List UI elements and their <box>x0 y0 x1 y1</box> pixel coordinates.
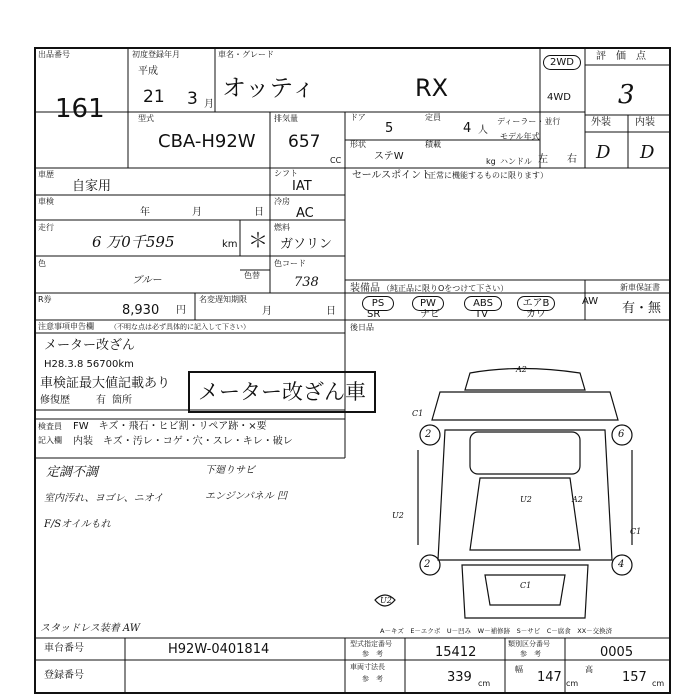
car-name-label: 車名・グレード <box>218 50 274 59</box>
damage-mark: 4 <box>618 559 625 570</box>
car-name: オッティ <box>222 74 316 102</box>
retrofit-label: 後日品 <box>350 323 374 332</box>
registration-month: 3 <box>187 89 198 109</box>
damage-mark: C1 <box>412 409 424 418</box>
shift-type: IAT <box>292 179 312 194</box>
meter-tampered-stamp: メーター改ざん車 <box>188 371 376 413</box>
sales-point-label: セールスポイント <box>352 170 432 181</box>
shaken-label: 車検 <box>38 197 54 206</box>
evaluation-score: 3 <box>618 80 635 110</box>
damage-mark: C1 <box>630 527 642 536</box>
length-label: 車両寸法長 <box>350 663 385 671</box>
repair-unit: 箇所 <box>112 395 132 406</box>
dealer-label: ディーラー・並行 <box>497 117 561 126</box>
era: 平成 <box>138 66 158 77</box>
equipment-note: （純正品に限りOをつけて下さい） <box>382 284 509 293</box>
interior-label: 内装 <box>635 117 655 128</box>
color-swap-label: 色替 <box>244 271 260 280</box>
color-code-label: 色コード <box>274 259 306 268</box>
shape-label: 形状 <box>350 140 366 149</box>
damage-mark: 6 <box>618 429 625 440</box>
warranty-label: 新車保証書 <box>620 283 660 292</box>
notes-note: （不明な点は必ず具体的に記入して下さい） <box>110 323 250 331</box>
inspector-row-1: FW キズ・飛石・ヒビ割・リペア跡・×要 <box>73 421 267 432</box>
repair-history: 有 <box>96 395 106 406</box>
vehicle-height: 157 <box>622 670 647 685</box>
registration-label: 登録番号 <box>44 670 84 681</box>
height-label: 高 <box>585 665 593 674</box>
equip-navi: ナビ <box>420 309 440 320</box>
fuel-label: 燃料 <box>274 223 290 232</box>
capacity: 4 <box>463 121 472 136</box>
notes-line-3: 車検証最大値記載あり <box>40 376 171 391</box>
inspector-row-2: 内装 キズ・汚レ・コゲ・穴・スレ・キレ・破レ <box>73 436 293 447</box>
lot-number: 161 <box>55 94 105 124</box>
name-change-month: 月 <box>262 306 272 317</box>
class-number: 0005 <box>600 645 634 660</box>
history-label: 車歴 <box>38 170 54 179</box>
tax-unit: 円 <box>176 305 186 316</box>
damage-mark: 2 <box>424 559 431 570</box>
evaluation-label: 評 価 点 <box>596 51 646 62</box>
equip-airbag-circled: エアB <box>517 296 555 311</box>
reference-label: 参 考 <box>362 650 383 658</box>
handwritten-note-6: スタッドレス装着 AW <box>40 623 140 634</box>
registration-year: 21 <box>143 87 165 107</box>
repair-history-label: 修復歴 <box>40 395 70 406</box>
handwritten-note-3: F/Sオイルもれ <box>44 519 111 530</box>
width-label: 幅 <box>515 665 523 674</box>
damage-mark: U2 <box>392 511 404 520</box>
handwritten-note-4: 下廻りサビ <box>205 465 255 476</box>
width-unit: cm <box>566 679 579 688</box>
equipment-label: 装備品 <box>350 283 380 294</box>
name-change-label: 名変遅知期限 <box>199 295 247 304</box>
equip-abs-circled: ABS <box>464 296 502 311</box>
damage-mark: 2 <box>425 429 432 440</box>
equip-leather: カワ <box>526 309 546 320</box>
handle-label: ハンドル <box>500 157 532 166</box>
capacity-label: 定員 <box>425 113 441 122</box>
notes-label: 注意事項申告欄 <box>38 322 94 331</box>
displacement: 657 <box>288 132 321 152</box>
shaken-day-unit: 日 <box>254 207 264 218</box>
car-grade: RX <box>415 74 449 102</box>
air-conditioning: AC <box>296 206 314 221</box>
shaken-year-unit: 年 <box>140 207 150 218</box>
vehicle-width: 147 <box>537 670 562 685</box>
inspector-label-2: 記入欄 <box>38 436 62 445</box>
load-label: 積載 <box>425 140 441 149</box>
equip-sr: SR <box>367 309 381 320</box>
body-shape: ステW <box>374 151 404 162</box>
interior-grade: D <box>640 142 655 163</box>
displacement-unit: CC <box>330 156 342 165</box>
vehicle-history: 自家用 <box>72 179 112 194</box>
doors: 5 <box>385 121 394 136</box>
equip-aw: AW <box>582 296 599 307</box>
damage-legend: A－キズ E－エクボ U－凹み W－補修跡 S－サビ C－腐食 XX－交換済 <box>380 627 613 635</box>
recycle-tax: 8,930 <box>122 303 160 318</box>
inspector-label: 検査員 <box>38 422 62 431</box>
damage-mark: U2 <box>520 495 532 504</box>
lot-number-label: 出品番号 <box>38 50 70 59</box>
shift-label: シフト <box>274 169 298 178</box>
reference-label: 参 考 <box>520 650 541 658</box>
sales-point-note: （正常に機能するものに限ります） <box>420 171 548 180</box>
type-number: 15412 <box>435 645 477 660</box>
model-code-label: 型式 <box>138 114 154 123</box>
mileage-mark: ＊ <box>248 228 268 252</box>
drive-2wd-circled: 2WD <box>543 55 581 70</box>
first-registration-label: 初度登録年月 <box>132 50 180 59</box>
handle-left: 左 <box>538 154 548 165</box>
chassis-number: H92W-0401814 <box>168 642 270 657</box>
type-number-label: 型式指定番号 <box>350 640 392 648</box>
damage-mark: U2 <box>380 596 392 605</box>
equip-tv: TV <box>475 309 488 320</box>
color-code: 738 <box>294 275 319 290</box>
shaken-month-unit: 月 <box>192 207 202 218</box>
class-number-label: 類別区分番号 <box>508 640 550 648</box>
model-year-label: モデル年式 <box>500 132 540 141</box>
reference-label: 参 考 <box>362 675 383 683</box>
ac-label: 冷房 <box>274 197 290 206</box>
displacement-label: 排気量 <box>274 114 298 123</box>
exterior-grade: D <box>596 142 611 163</box>
load-unit: kg <box>486 157 496 166</box>
tax-label: R券 <box>38 295 52 304</box>
handwritten-note-1: 定調不調 <box>46 465 99 480</box>
doors-label: ドア <box>350 113 366 122</box>
notes-line-2: H28.3.8 56700km <box>44 359 134 370</box>
vehicle-length: 339 <box>447 670 472 685</box>
fuel-type: ガソリン <box>280 237 333 252</box>
handwritten-note-5: エンジンパネル 凹 <box>205 491 287 502</box>
month-unit: 月 <box>204 99 214 110</box>
car-diagram <box>375 369 632 619</box>
capacity-unit: 人 <box>478 125 488 136</box>
color-label: 色 <box>38 259 46 268</box>
mileage-unit: km <box>222 239 238 250</box>
height-unit: cm <box>652 679 665 688</box>
exterior-label: 外装 <box>591 117 611 128</box>
length-unit: cm <box>478 679 491 688</box>
equip-pw-circled: PW <box>412 296 444 311</box>
name-change-day: 日 <box>326 306 336 317</box>
mileage: 6 万0千595 <box>92 233 175 251</box>
warranty-value: 有・無 <box>622 301 662 316</box>
damage-mark: A2 <box>572 495 583 504</box>
drive-4wd: 4WD <box>547 92 571 103</box>
notes-line-1: メーター改ざん <box>44 338 136 353</box>
color: ブルー <box>132 275 162 286</box>
handle-right: 右 <box>567 154 577 165</box>
mileage-label: 走行 <box>38 223 54 232</box>
equip-ps-circled: PS <box>362 296 394 311</box>
model-code: CBA-H92W <box>158 131 256 152</box>
handwritten-note-2: 室内汚れ、ヨゴレ、ニオイ <box>44 493 164 504</box>
damage-mark: A2 <box>516 365 527 374</box>
damage-mark: C1 <box>520 581 532 590</box>
chassis-label: 車台番号 <box>44 643 84 654</box>
